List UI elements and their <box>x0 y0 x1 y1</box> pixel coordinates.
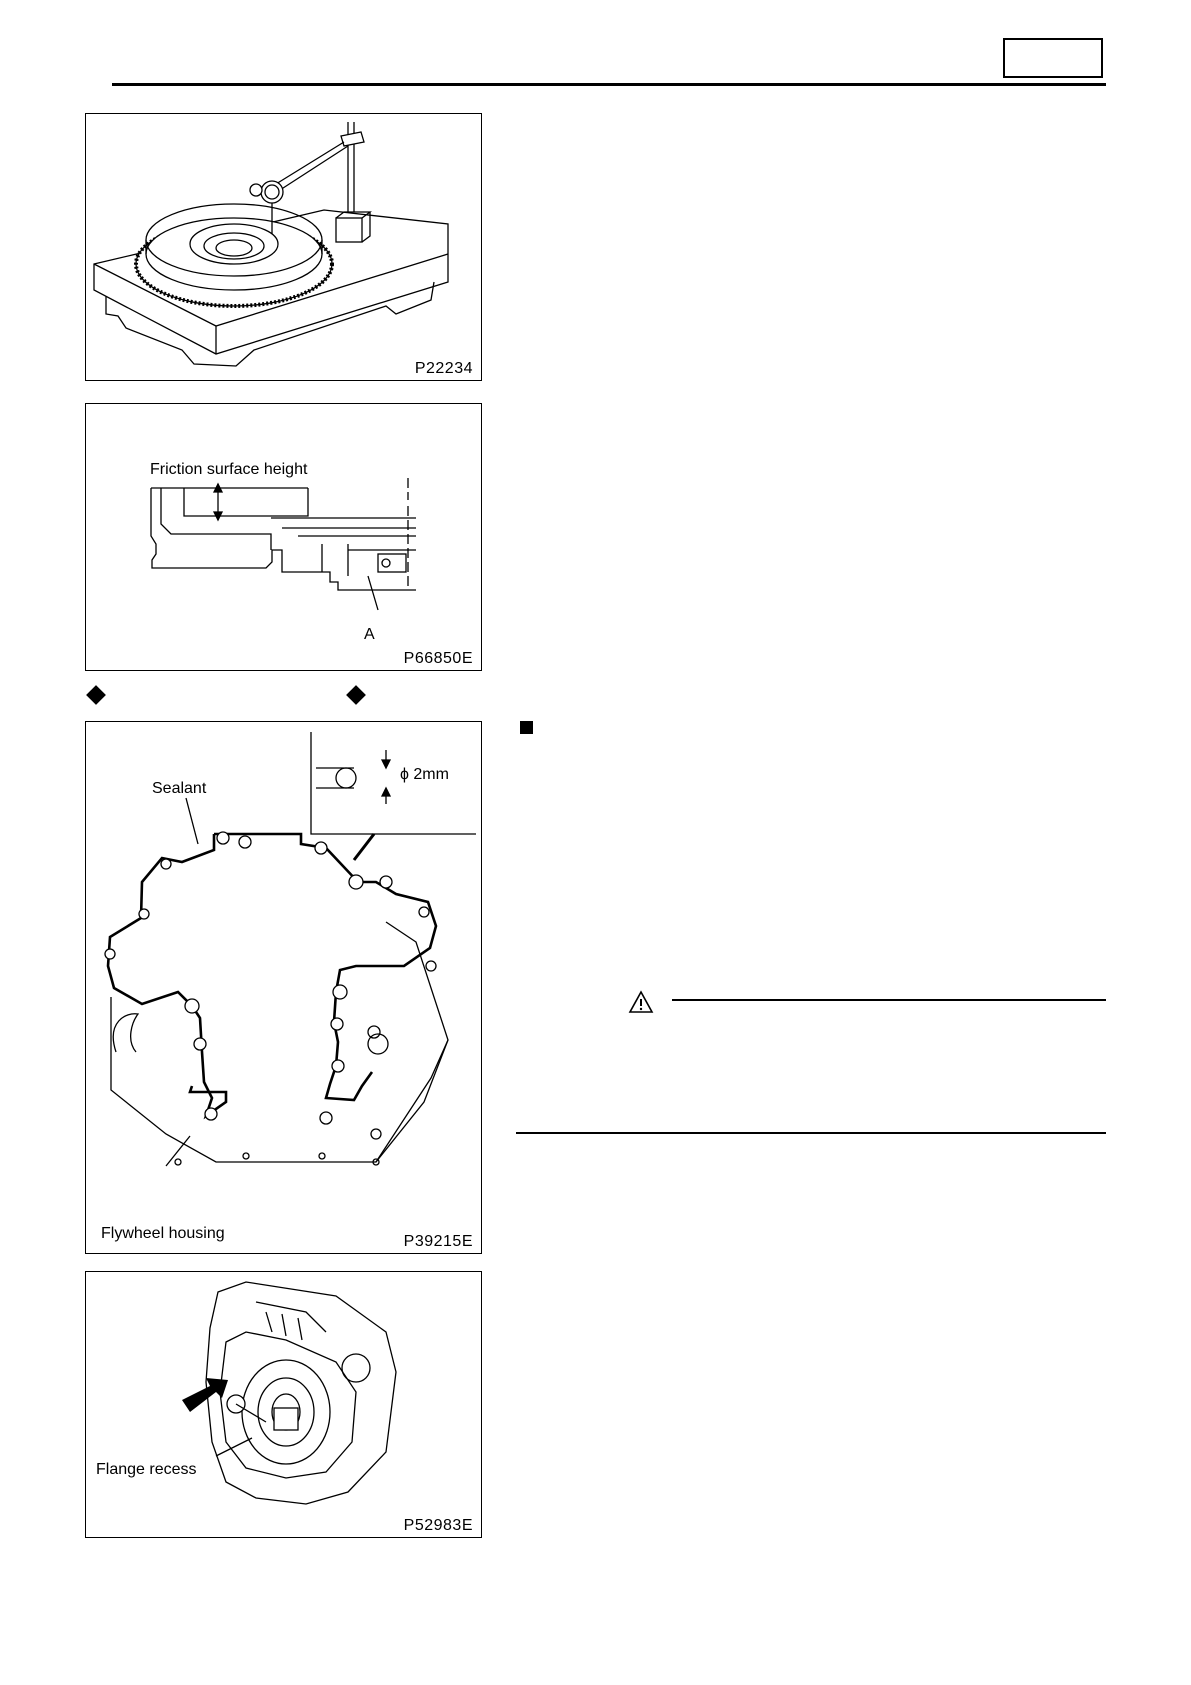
figure-friction-surface-height <box>85 403 482 671</box>
figure-flange-recess <box>85 1271 482 1538</box>
square-bullet-icon <box>520 721 533 734</box>
warning-triangle-icon <box>628 990 654 1014</box>
figure-flywheel-runout <box>85 113 482 381</box>
figure-id: P52983E <box>403 1517 473 1534</box>
warning-rule <box>672 999 1106 1001</box>
figure-id: P39215E <box>403 1233 473 1250</box>
page-number-box <box>1003 38 1103 78</box>
flywheel-housing-sealant-drawing <box>86 722 483 1255</box>
label-part-a: A <box>364 626 375 643</box>
label-friction-surface-height: Friction surface height <box>150 461 308 478</box>
label-sealant: Sealant <box>152 780 207 797</box>
section-divider <box>516 1132 1106 1134</box>
flywheel-dial-gauge-illustration <box>86 114 483 382</box>
figure-id: P22234 <box>414 360 473 377</box>
diamond-marker-icon <box>346 685 366 705</box>
figure-id: P66850E <box>403 650 473 667</box>
figure-sealant-application <box>85 721 482 1254</box>
friction-surface-section-drawing <box>86 404 483 672</box>
label-bead-diameter: ϕ 2mm <box>400 766 449 783</box>
label-flange-recess: Flange recess <box>96 1461 197 1478</box>
diamond-marker-icon <box>86 685 106 705</box>
header-rule <box>112 83 1106 86</box>
flange-recess-illustration <box>86 1272 483 1539</box>
label-flywheel-housing: Flywheel housing <box>101 1225 225 1242</box>
